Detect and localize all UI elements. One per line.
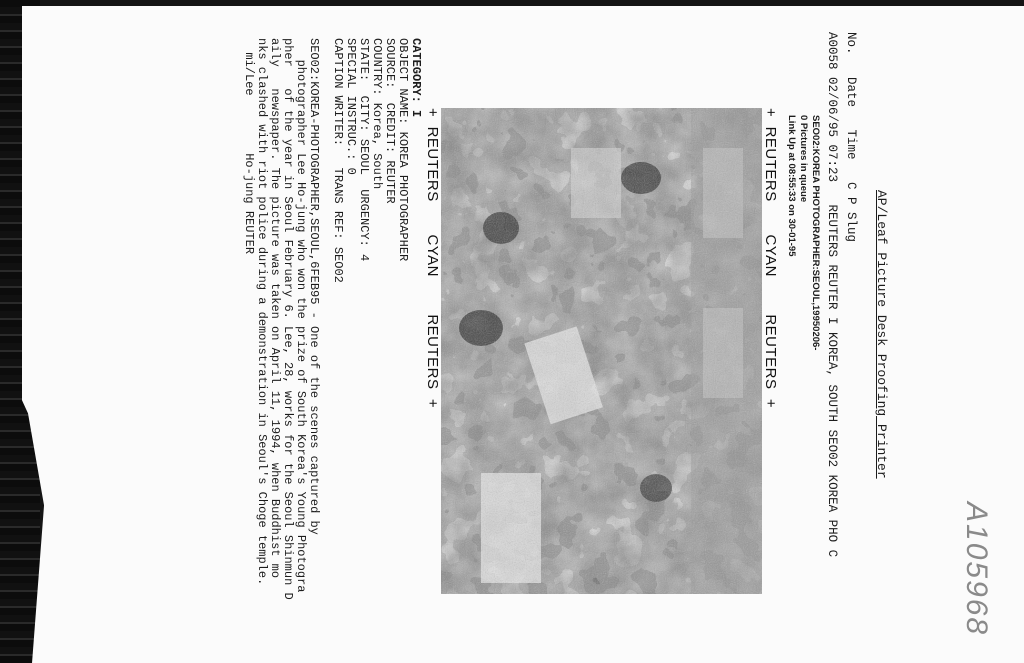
- caption-line-1: SEO02:KOREA-PHOTOGRAPHER,SEOUL,6FEB95 - One of the scenes captured by: [307, 38, 321, 535]
- caption-line-5: nks clashed with riot police during a demonstration in Seoul's Choge temple.: [255, 38, 269, 586]
- caption-line-6: mi/Lee Ho-jung REUTER: [242, 38, 256, 255]
- queue-count: 0 Pictures in queue: [798, 115, 809, 203]
- column-headers: No. Date Time C P Slug: [844, 32, 858, 243]
- printer-title: AP/Leaf Picture Desk Proofing Printer: [874, 190, 889, 479]
- queue-slug: SEO02:KOREA PHOTOGRAPHER:SEOUL,19950206-: [810, 115, 821, 351]
- field-caption-writer: CAPTION WRITER: TRANS REF: SEO02: [331, 38, 345, 283]
- caption-line-3: pher of the year in Seoul February 6. Lee, 28, works for the Seoul Shinmun D: [281, 38, 295, 600]
- record-line: A0058 02/06/95 07:23 REUTERS REUTER I KOREA, SOUTH SEO02 KOREA PHO C: [825, 32, 839, 558]
- registration-marks-bottom: + REUTERS CYAN REUTERS +: [424, 108, 441, 409]
- handwritten-archive-number: [945, 500, 1015, 650]
- caption-line-4: aily newspaper. The picture was taken on April 11, 1994, when Buddhist mo: [268, 38, 282, 579]
- news-photo: [441, 108, 762, 594]
- handwritten-number-text: A105968: [960, 502, 993, 637]
- caption-line-2: photographer Lee Ho-jung who won the prize of South Korea's Young Photogra: [294, 38, 308, 593]
- field-object-name: OBJECT NAME: KOREA PHOTOGRAPHER: [396, 38, 410, 262]
- field-category: CATEGORY: I: [409, 38, 423, 118]
- photo-crowd-image: [441, 108, 762, 594]
- field-special-instruc: SPECIAL INSTRUC.: 0: [344, 38, 358, 175]
- field-source: SOURCE: CREDIT: REUTER: [383, 38, 397, 204]
- link-up-time: Link Up at 08:55:33 on 30-01-95: [786, 115, 797, 257]
- field-state: STATE: CITY: SEOUL URGENCY: 4: [357, 38, 371, 262]
- field-country: COUNTRY: Korea, South: [370, 38, 384, 190]
- registration-marks-top: + REUTERS CYAN REUTERS +: [762, 108, 779, 409]
